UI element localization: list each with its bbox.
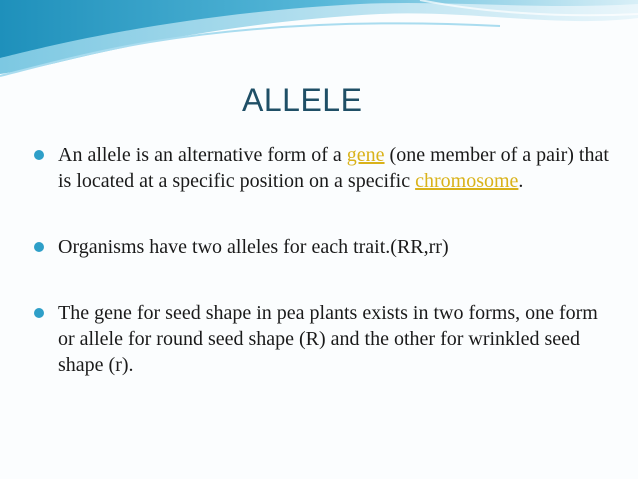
bullet-item-two-alleles [34, 234, 614, 260]
bullet-dot-icon [34, 150, 44, 160]
bullet2-text: Organisms have two alleles for each trait.(RR,rr) [58, 236, 449, 258]
bullet-list [34, 142, 614, 378]
bullet1-text-middle: (one member of a pair) that is located at a specific position on a specific [58, 144, 609, 192]
bullet-item-definition [34, 142, 614, 194]
bullet-item-seed-shape [34, 300, 614, 378]
bullet-dot-icon [34, 308, 44, 318]
chromosome-link[interactable]: chromosome [415, 170, 519, 192]
bullet1-text-after: . [518, 170, 524, 192]
bullet1-text-before: An allele is an alternative form of a [58, 144, 347, 166]
bullet-dot-icon [34, 242, 44, 252]
gene-link[interactable]: gene [346, 144, 385, 166]
bullet3-text: The gene for seed shape in pea plants exists in two forms, one form or allele for round seed shape (R) and the other for wrinkled seed shape (r). [58, 302, 598, 376]
slide-title: ALLELE [242, 82, 363, 118]
